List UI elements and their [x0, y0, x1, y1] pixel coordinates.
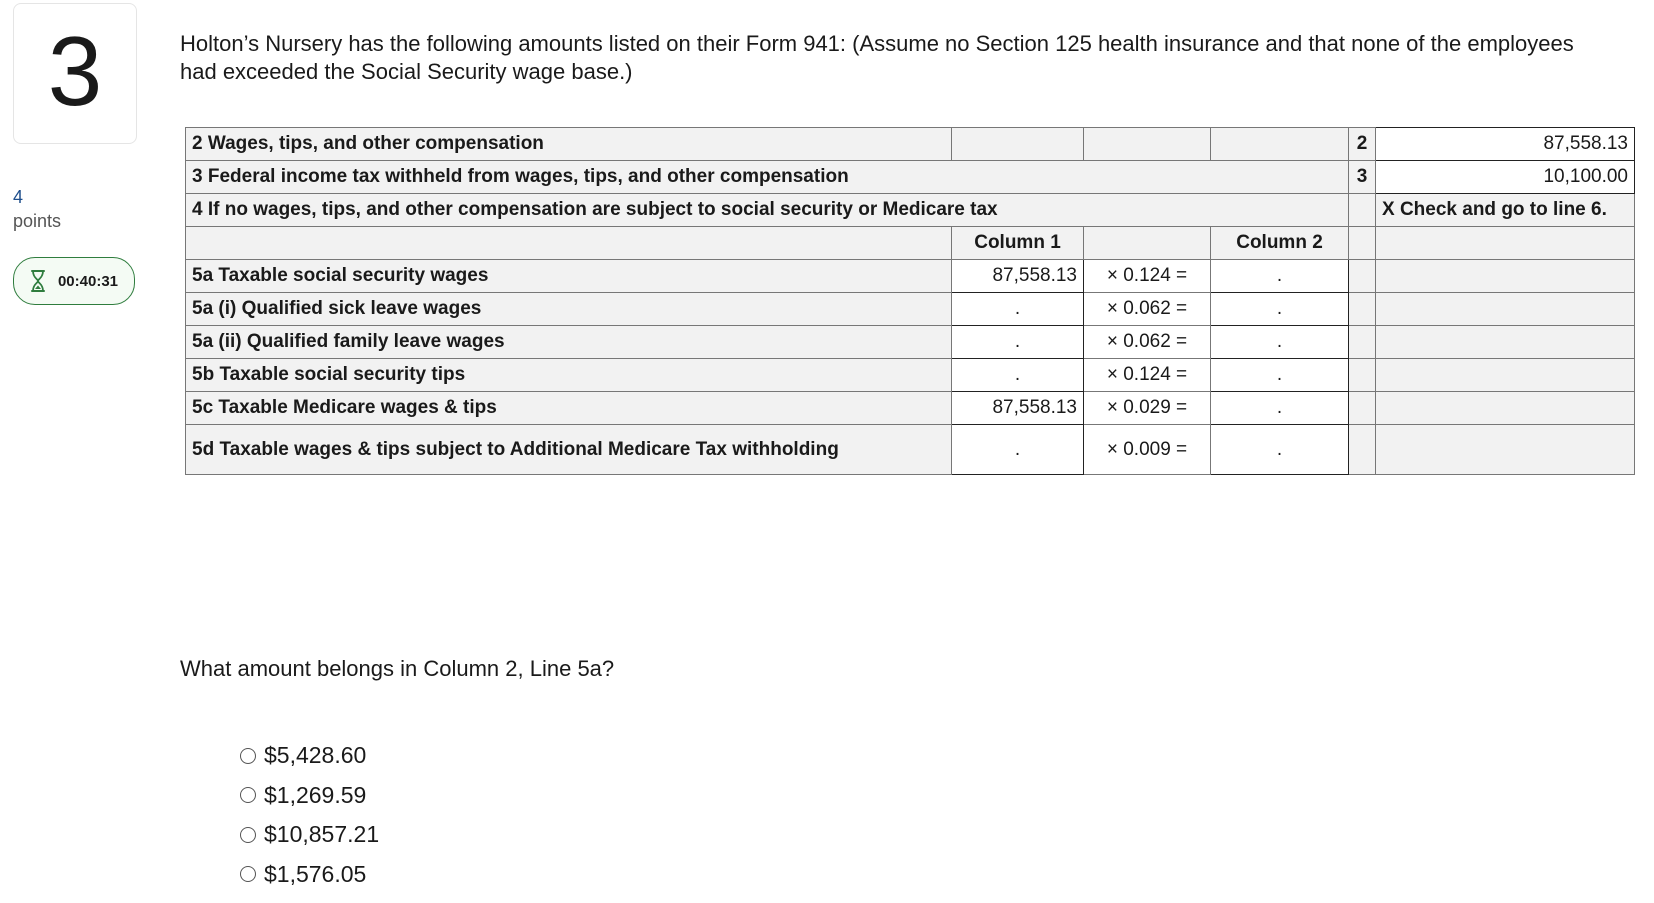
- radio-button[interactable]: [240, 827, 256, 843]
- column-2-header: Column 2: [1211, 227, 1349, 260]
- form-line-5b: [186, 359, 1635, 392]
- line5b-label: 5b Taxable social security tips: [186, 359, 952, 392]
- line5c-label: 5c Taxable Medicare wages & tips: [186, 392, 952, 425]
- line5b-multiplier: × 0.124 =: [1084, 359, 1211, 392]
- empty-cell: [1349, 392, 1376, 425]
- question-ask: What amount belongs in Column 2, Line 5a?: [180, 656, 615, 681]
- answer-choices: [240, 736, 379, 894]
- empty-cell: [1376, 293, 1635, 326]
- timer-badge[interactable]: [13, 257, 135, 305]
- empty-cell: [1376, 392, 1635, 425]
- choice-label: $5,428.60: [264, 742, 367, 769]
- line5c-multiplier: × 0.029 =: [1084, 392, 1211, 425]
- form-line-5a-ii: [186, 326, 1635, 359]
- line2-amount: 87,558.13: [1376, 128, 1635, 161]
- line5ai-multiplier: × 0.062 =: [1084, 293, 1211, 326]
- hourglass-icon: [30, 269, 46, 293]
- empty-cell: [1376, 227, 1635, 260]
- empty-cell: [1349, 227, 1376, 260]
- form-line-4: [186, 194, 1635, 227]
- empty-cell: [1376, 260, 1635, 293]
- column-header-row: [186, 227, 1635, 260]
- empty-cell: [1376, 425, 1635, 475]
- empty-cell: [1349, 326, 1376, 359]
- line3-label: 3 Federal income tax withheld from wages, tips, and other compensation: [186, 161, 1349, 194]
- empty-cell: [1349, 359, 1376, 392]
- choice-label: $1,576.05: [264, 860, 367, 887]
- empty-cell: [1084, 128, 1211, 161]
- line5aii-col1: .: [952, 326, 1084, 359]
- form-line-5d: [186, 425, 1635, 475]
- form-line-2: [186, 128, 1635, 161]
- line5c-col2: .: [1211, 392, 1349, 425]
- points-info: [13, 185, 61, 233]
- empty-cell: [1211, 128, 1349, 161]
- form-line-5a: [186, 260, 1635, 293]
- line3-amount: 10,100.00: [1376, 161, 1635, 194]
- line5aii-multiplier: × 0.062 =: [1084, 326, 1211, 359]
- empty-cell: [1084, 227, 1211, 260]
- question-number: 3: [47, 15, 103, 126]
- empty-cell: [1349, 425, 1376, 475]
- line5d-multiplier: × 0.009 =: [1084, 425, 1211, 475]
- empty-cell: [1376, 359, 1635, 392]
- points-value: 4: [13, 187, 24, 207]
- line4-check[interactable]: X Check and go to line 6.: [1376, 194, 1635, 227]
- line5ai-col1: .: [952, 293, 1084, 326]
- choice-label: $1,269.59: [264, 781, 367, 808]
- question-number-box: [13, 3, 137, 144]
- line5c-col1: 87,558.13: [952, 392, 1084, 425]
- form-line-3: [186, 161, 1635, 194]
- line5a-multiplier: × 0.124 =: [1084, 260, 1211, 293]
- line4-label: 4 If no wages, tips, and other compensation are subject to social security or Medicare tax: [186, 194, 1349, 227]
- empty-cell: [1376, 326, 1635, 359]
- line5d-label: 5d Taxable wages & tips subject to Additional Medicare Tax withholding: [186, 425, 952, 475]
- line3-number: 3: [1349, 161, 1376, 194]
- empty-cell: [186, 227, 952, 260]
- answer-choice[interactable]: [240, 776, 379, 816]
- empty-cell: [1349, 293, 1376, 326]
- radio-button[interactable]: [240, 866, 256, 882]
- empty-cell: [952, 128, 1084, 161]
- line5a-label: 5a Taxable social security wages: [186, 260, 952, 293]
- line5a-col2: .: [1211, 260, 1349, 293]
- question-prompt: Holton’s Nursery has the following amounts listed on their Form 941: (Assume no Section 125 health insurance and that none of the employees had exceeded the Social Security wage base.): [180, 31, 1574, 84]
- points-label: points: [13, 211, 62, 231]
- timer-text: 00:40:31: [57, 272, 119, 290]
- choice-label: $10,857.21: [264, 821, 380, 848]
- line5b-col2: .: [1211, 359, 1349, 392]
- answer-choice[interactable]: [240, 736, 379, 776]
- line5aii-col2: .: [1211, 326, 1349, 359]
- line5d-col1: .: [952, 425, 1084, 475]
- answer-choice[interactable]: [240, 855, 379, 895]
- empty-cell: [1349, 194, 1376, 227]
- radio-button[interactable]: [240, 787, 256, 803]
- line5ai-label: 5a (i) Qualified sick leave wages: [186, 293, 952, 326]
- form-line-5c: [186, 392, 1635, 425]
- line5b-col1: .: [952, 359, 1084, 392]
- line5a-col1: 87,558.13: [952, 260, 1084, 293]
- line2-number: 2: [1349, 128, 1376, 161]
- empty-cell: [1349, 260, 1376, 293]
- line5aii-label: 5a (ii) Qualified family leave wages: [186, 326, 952, 359]
- column-1-header: Column 1: [952, 227, 1084, 260]
- form-line-5a-i: [186, 293, 1635, 326]
- line5ai-col2: .: [1211, 293, 1349, 326]
- radio-button[interactable]: [240, 748, 256, 764]
- form-941-table: [185, 127, 1635, 475]
- line2-label: 2 Wages, tips, and other compensation: [186, 128, 952, 161]
- line5d-col2: .: [1211, 425, 1349, 475]
- answer-choice[interactable]: [240, 815, 379, 855]
